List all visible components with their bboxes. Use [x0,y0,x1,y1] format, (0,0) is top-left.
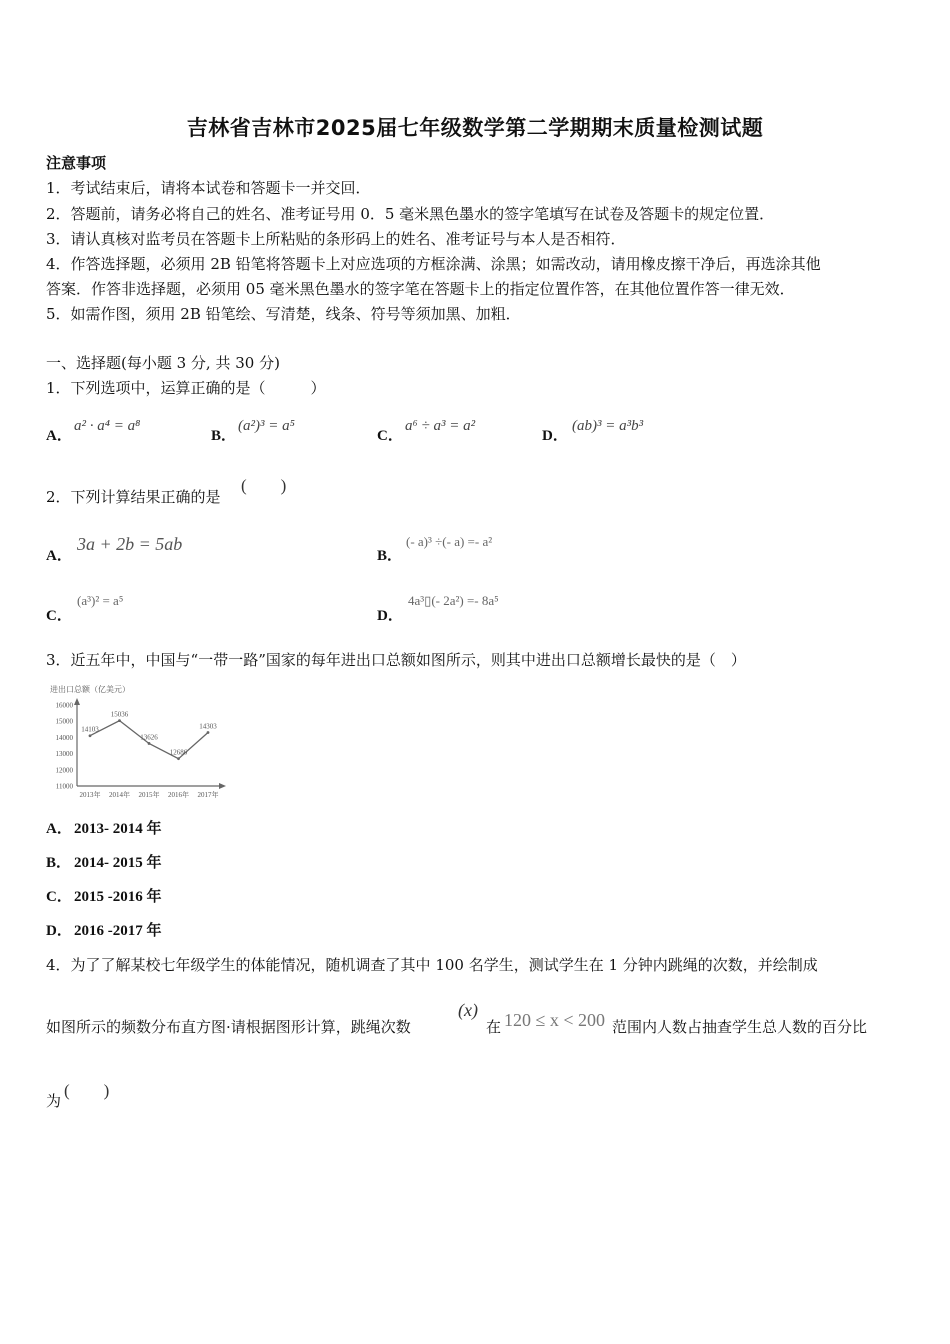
data-label: 13626 [140,733,158,742]
question-3-stem: 3．近五年中，中国与“一带一路”国家的每年进出口总额如图所示，则其中进出口总额增长最快的是（ ） [46,651,746,669]
trade-line-chart [44,680,234,804]
q3-option-a-text: 2013- 2014 年 [74,821,162,837]
q1-option-d-expr: (ab)³ = a³b³ [572,418,644,434]
x-tick-label: 2015年 [138,791,160,799]
y-tick-label: 14000 [55,733,73,742]
q3-option-c-label: C． [46,889,72,905]
data-point [148,742,151,745]
data-point [118,719,121,722]
q2-option-a-label: A． [46,548,72,564]
x-axis-arrow [219,783,226,789]
y-tick-label: 15000 [55,717,73,726]
q2-option-c-label: C． [46,608,72,624]
data-label: 15036 [110,710,129,719]
notice-item: 4．作答选择题，必须用 2B 铅笔将答题卡上对应选项的方框涂满、涂黑；如需改动，请用橡皮擦干净后，再选涂其他 [46,255,821,273]
y-tick-label: 12000 [55,766,73,775]
q1-option-c-label: C． [377,428,403,444]
q1-option-b-label: B． [211,428,237,444]
q1-option-c-expr: a⁶ ÷ a³ = a² [405,418,476,434]
notice-item: 2．答题前，请务必将自己的姓名、准考证号用 0．5 毫米黑色墨水的签字笔填写在试卷及答题卡的规定位置． [46,205,775,223]
question-4-line-2b: 在 [486,1018,502,1036]
data-point [207,731,210,734]
q1-option-b-expr: (a²)³ = a⁵ [238,418,295,434]
q3-option-a-label: A． [46,821,72,837]
y-tick-label: 11000 [55,782,73,791]
notice-item: 答案．作答非选择题，必须用 05 毫米黑色墨水的签字笔在答题卡上的指定位置作答，在其他位置作答一律无效． [46,280,795,298]
notice-item: 5．如需作图，须用 2B 铅笔绘、写清楚，线条、符号等须加黑、加粗． [46,305,521,323]
data-label: 14303 [199,722,217,731]
chart-title: 进出口总额（亿美元） [50,685,130,694]
q1-option-a-label: A． [46,428,72,444]
q2-option-d-expr: 4a³▯(- 2a²) =- 8a⁵ [408,593,499,608]
y-tick-label: 16000 [55,701,73,710]
x-tick-label: 2017年 [197,791,219,799]
question-4-line-3: 为 [46,1092,62,1110]
data-point [89,734,92,737]
answer-paren: ( ) [64,1081,110,1100]
page-title: 吉林省吉林市2025届七年级数学第二学期期末质量检测试题 [186,116,764,140]
question-2-stem: 2．下列计算结果正确的是 [46,488,221,506]
q2-option-b-label: B． [377,548,403,564]
q4-variable: (x) [458,1000,478,1020]
q2-option-b-expr: (- a)³ ÷(- a) =- a² [406,534,493,549]
data-label: 14103 [81,725,99,734]
y-tick-label: 13000 [55,750,73,759]
x-tick-label: 2013年 [79,791,101,799]
notice-heading: 注意事项 [46,154,107,172]
section-heading: 一、选择题(每小题 3 分, 共 30 分) [46,354,280,372]
q3-option-b-label: B． [46,855,72,871]
answer-paren: ( ) [241,476,287,495]
q4-range: 120 ≤ x < 200 [504,1010,606,1030]
q2-option-a-expr: 3a + 2b = 5ab [77,534,183,554]
question-4-line-2c: 范围内人数占抽查学生总人数的百分比 [612,1018,868,1036]
y-axis-arrow [74,698,80,705]
question-4-line-1: 4．为了了解某校七年级学生的体能情况，随机调查了其中 100 名学生，测试学生在 1 分钟内跳绳的次数，并绘制成 [46,956,818,974]
notice-item: 1．考试结束后，请将本试卷和答题卡一并交回． [46,179,371,197]
data-point [177,757,180,760]
q3-option-c-text: 2015 -2016 年 [74,889,162,905]
question-1-stem: 1．下列选项中，运算正确的是（ ） [46,379,326,397]
q3-option-d-text: 2016 -2017 年 [74,923,162,939]
q2-option-d-label: D． [377,608,403,624]
q3-option-b-text: 2014- 2015 年 [74,855,162,871]
q3-option-d-label: D． [46,923,72,939]
x-tick-label: 2016年 [168,791,189,799]
q1-option-d-label: D． [542,428,568,444]
q2-option-c-expr: (a³)² = a⁵ [77,593,124,608]
notice-item: 3．请认真核对监考员在答题卡上所粘贴的条形码上的姓名、准考证号与本人是否相符． [46,230,626,248]
question-4-line-2a: 如图所示的频数分布直方图·请根据图形计算，跳绳次数 [46,1018,411,1036]
x-tick-label: 2014年 [109,791,130,799]
q1-option-a-expr: a² · a⁴ = a⁸ [74,418,141,434]
data-label: 12686 [169,748,188,757]
